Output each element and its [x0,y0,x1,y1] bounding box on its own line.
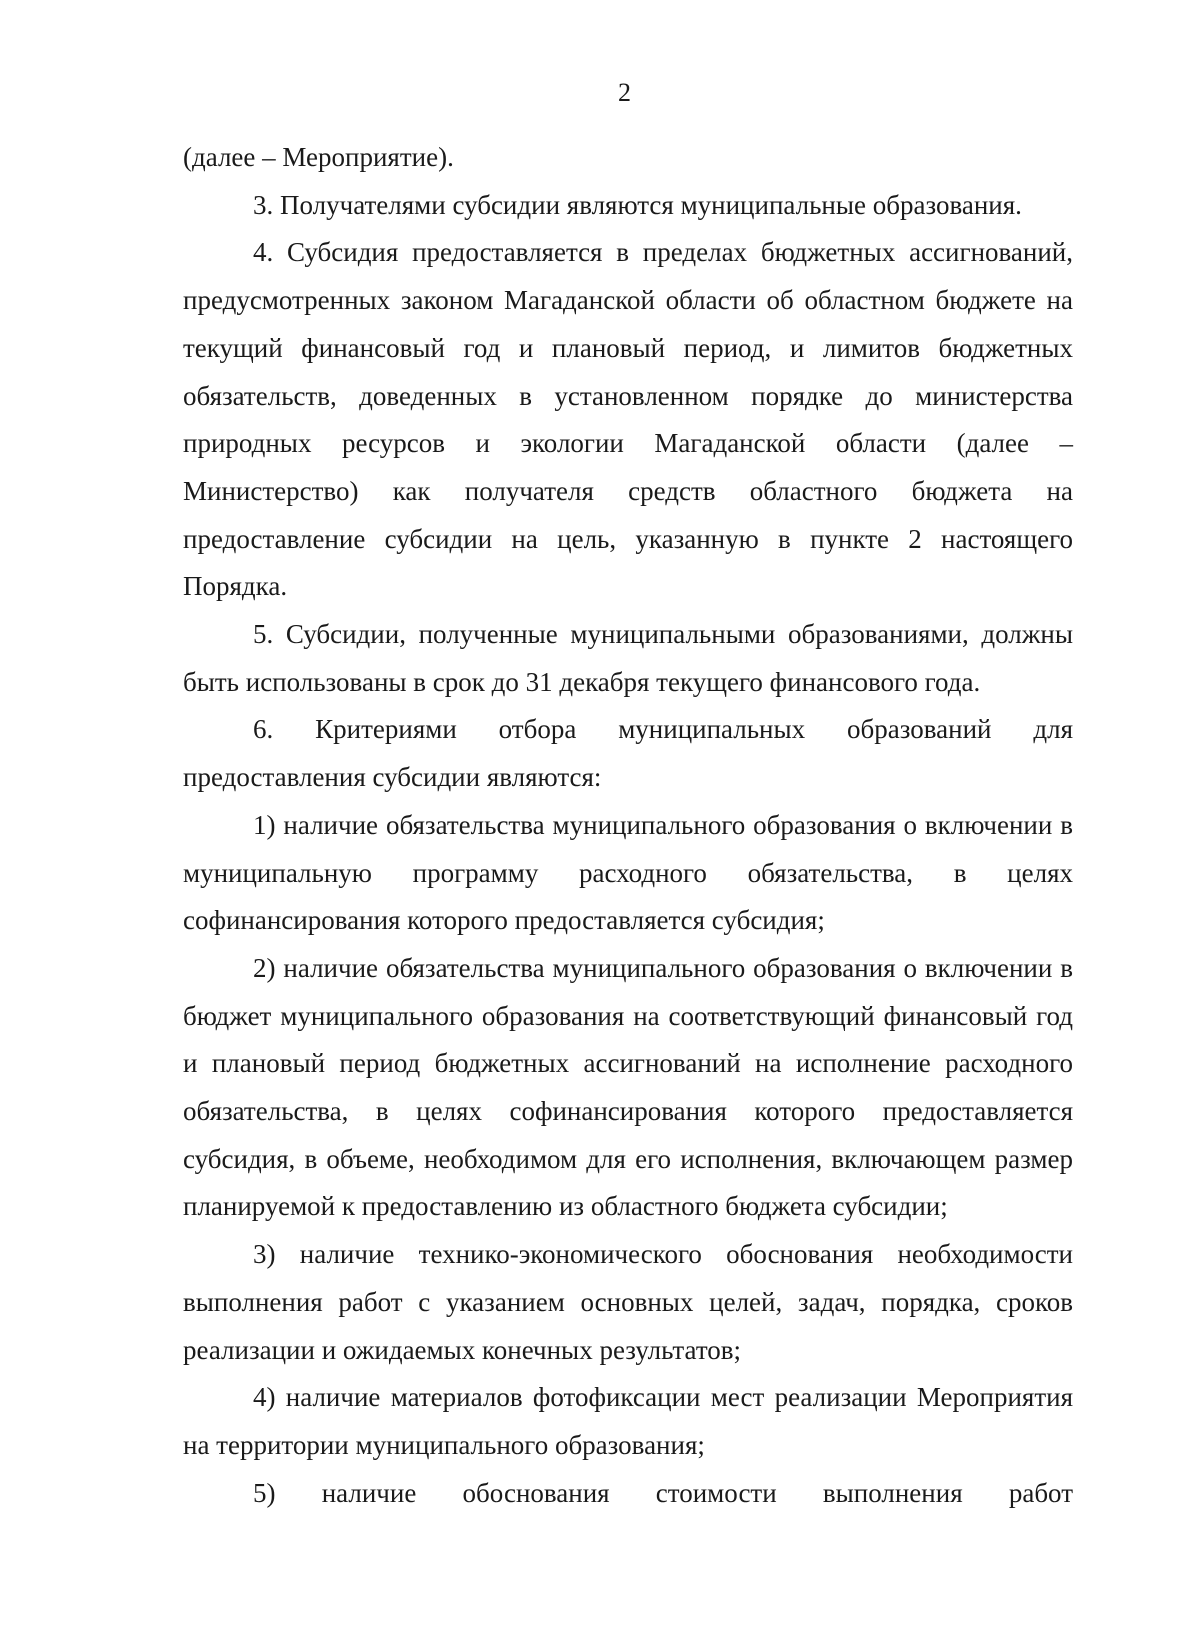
criterion-3: 3) наличие технико-экономического обоснования необходимости выполнения работ с указанием основных целей, задач, порядка, сроков реализации и ожидаемых конечных результатов; [183,1239,1073,1365]
paragraph-item-5: 5. Субсидии, полученные муниципальными образованиями, должны быть использованы в срок до 31 декабря текущего финансового года. [183,619,1073,697]
paragraph-item-3: 3. Получателями субсидии являются муниципальные образования. [253,189,1022,220]
criterion-1: 1) наличие обязательства муниципального образования о включении в муниципальную программу расходного обязательства, в целях софинансирования которого предоставляется субсидия; [183,809,1073,936]
criterion-2: 2) наличие обязательства муниципального образования о включении в бюджет муниципального образования на соответствующий финансовый год и плановый период бюджетных ассигнований на исполнение расходного обязательства, в целях софинансирования которого предоставляется субсидия, в объеме, необходимом для его исполнения, включающем размер планируемой к предоставлению из областного бюджета субсидии; [183,952,1073,1222]
criterion-4: 4) наличие материалов фотофиксации мест реализации Мероприятия на территории муниципального образования; [183,1382,1073,1460]
paragraph-item-6: 6. Критериями отбора муниципальных образований для предоставления субсидии являются: [183,714,1073,793]
document-body [183,134,1073,1517]
criterion-5: 5) наличие обоснования стоимости выполнения работ [253,1477,1073,1508]
page-number: 2 [618,78,631,107]
paragraph-continuation: (далее – Мероприятие). [183,142,454,172]
paragraph-item-4: 4. Субсидия предоставляется в пределах бюджетных ассигнований, предусмотренных законом Магаданской области об областном бюджете на текущий финансовый год и плановый период, и лимитов бюджетных обязательств, доведенных в установленном порядке до министерства природных ресурсов и экологии Магаданской области (далее – Министерство) как получателя средств областного бюджета на предоставление субсидии на цель, указанную в пункте 2 настоящего Порядка. [183,237,1073,602]
